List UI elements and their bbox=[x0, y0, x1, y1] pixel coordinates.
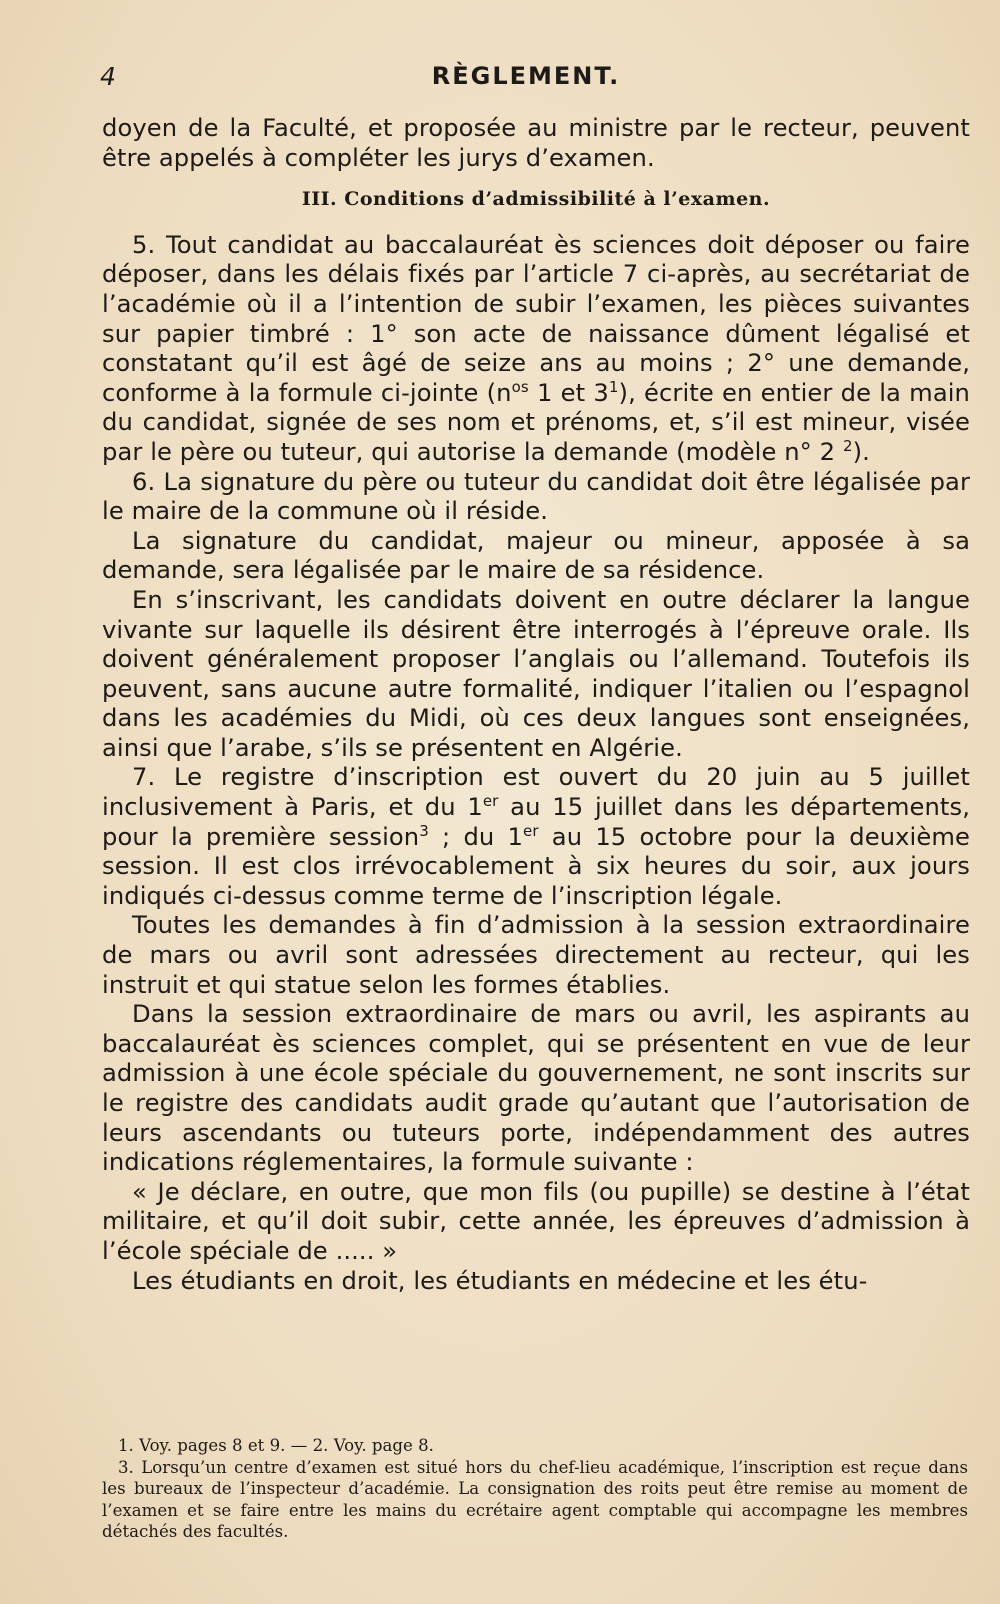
paragraph-article-7: 7. Le registre d’inscription est ouvert du 20 juin au 5 juillet inclusivement à Paris, et du 1er au 15 juillet dans les départements, pour la première session$^3$ ; du 1er au 15 octobre pour la deuxième session. Il est clos irrévocablement à six heures du soir, aux jours indiqués ci-dessus comme terme de l’inscription légale. bbox=[102, 763, 970, 910]
running-title: RÈGLEMENT. bbox=[431, 62, 621, 90]
paragraph-continuation: doyen de la Faculté, et proposée au ministre par le recteur, peuvent être appelés à compléter les jurys d’examen. bbox=[102, 114, 970, 172]
paragraph: La signature du candidat, majeur ou mineur, apposée à sa demande, sera légalisée par le maire de sa résidence. bbox=[102, 526, 970, 585]
footnote: 1. Voy. pages 8 et 9. — 2. Voy. page 8. bbox=[118, 1436, 434, 1455]
paragraph-article-5: 5. Tout candidat au baccalauréat ès sciences doit déposer ou faire déposer, dans les délais fixés par l’article 7 ci-après, au secrétariat de l’académie où il a l’intention de subir l’examen, les pièces suivantes sur papier timbré : 1° son acte de naissance dûment légalisé et constatant qu’il est âgé de seize ans au moins ; 2° une demande, conforme à la formule ci-jointe ($n^{os}$ 1 et $3^1$), écrite en entier de la main du candidat, signée de ses nom et prénoms, et, s’il est mineur, visée par le père ou tuteur, qui autorise la demande (modèle n° 2 $^2$). bbox=[102, 230, 970, 466]
page-header bbox=[100, 62, 952, 98]
section-heading: III. Conditions d’admissibilité à l’examen. bbox=[301, 188, 771, 211]
paragraph: Toutes les demandes à fin d’admission à la session extraordinaire de mars ou avril sont adressées directement au recteur, qui les instruit et qui statue selon les formes établies. bbox=[102, 911, 970, 999]
paragraph: Dans la session extraordinaire de mars ou avril, les aspirants au baccalauréat ès sciences complet, qui se présentent en vue de leur admission à une école spéciale du gouvernement, ne sont inscrits sur le registre des candidats audit grade qu’autant que l’autorisation de leurs ascendants ou tuteurs porte, indépendamment des autres indications réglementaires, la formule suivante : bbox=[102, 1000, 970, 1177]
footnotes bbox=[102, 1435, 968, 1543]
paragraph: Les étudiants en droit, les étudiants en médecine et les étu- bbox=[132, 1266, 868, 1295]
body-text bbox=[102, 114, 970, 1296]
paragraph: En s’inscrivant, les candidats doivent en outre déclarer la langue vivante sur laquelle ils désirent être interrogés à l’épreuve orale. Ils doivent généralement proposer l’anglais ou l’allemand. Toutefois ils peuvent, sans aucune autre formalité, indiquer l’italien ou l’espagnol dans les académies du Midi, où ces deux langues sont enseignées, ainsi que l’arabe, s’ils se présentent en Algérie. bbox=[102, 585, 970, 762]
footnote: 3. Lorsqu’un centre d’examen est situé hors du chef-lieu académique, l’inscription est reçue dans les bureaux de l’inspecteur d’académie. La consignation des roits peut être remise au moment de l’examen et se faire entre les mains du ecrétaire agent comptable qui accompagne les membres détachés des facultés. bbox=[102, 1457, 968, 1541]
paragraph-article-6: 6. La signature du père ou tuteur du candidat doit être légalisée par le maire de la commune où il réside. bbox=[102, 467, 970, 526]
page-number: 4 bbox=[100, 62, 116, 91]
paragraph-quotation: « Je déclare, en outre, que mon fils (ou pupille) se destine à l’état militaire, et qu’il doit subir, cette année, les épreuves d’admission à l’école spéciale de ..... » bbox=[102, 1177, 970, 1265]
